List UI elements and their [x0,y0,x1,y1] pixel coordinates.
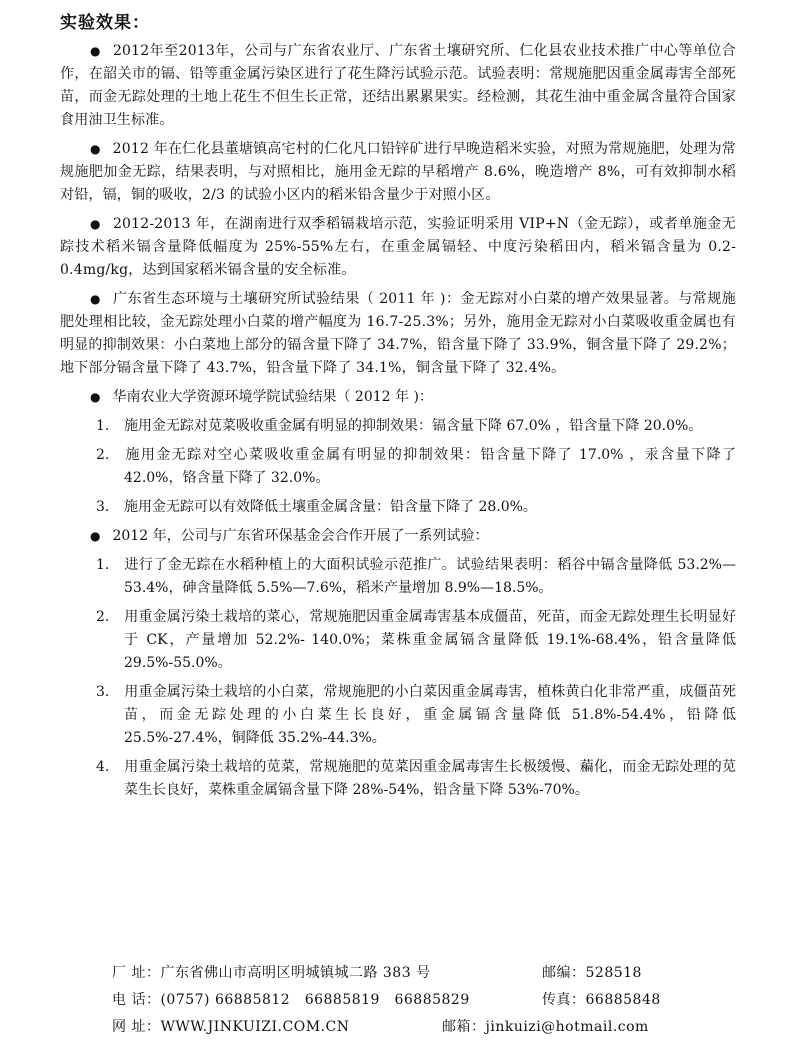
list-item-text: 施用金无踪对空心菜吸收重金属有明显的抑制效果：铅含量下降了 17.0% ，汞含量下降了 42.0%，铬含量下降了 32.0%。 [124,447,736,486]
list-number: 2. [96,447,110,463]
paragraph-text: 2012年至2013年，公司与广东省农业厅、广东省土壤研究所、仁化县农业技术推广中心等单位合作，在韶关市的镉、铅等重金属污染区进行了花生降污试验示范。试验表明：常规施肥因重金属毒害全部死苗，而金无踪处理的土地上花生不但生长正常，还结出累累果实。经检测，其花生油中重金属含量符合国家食用油卫生标准。 [60,43,736,128]
footer-row-phone [112,989,672,1009]
paragraph-4 [60,288,736,380]
footer-phone: 电 话：(0757) 66885812 66885819 66885829 [112,992,470,1008]
paragraph-text: 2012 年在仁化县董塘镇高宅村的仁化凡口铅锌矿进行早晚造稻米实验，对照为常规施肥，处理为常规施肥加金无踪，结果表明，与对照相比，施用金无踪的早稻增产 8.6%，晚造增产 8%，可有效抑制水稻对铅，镉，铜的吸收，2/3 的试验小区内的稻米铅含量少于对照小区。 [60,141,736,203]
footer-postcode: 邮编：528518 [542,965,642,981]
list-item-text: 用重金属污染土栽培的苋菜，常规施肥的苋菜因重金属毒害生长极缓慢、藊化，而金无踪处理的苋菜生长良好，菜株重金属镉含量下降 28%-54%，铅含量下降 53%-70%。 [124,759,736,798]
paragraph-text: 广东省生态环境与土壤研究所试验结果（ 2011 年 )：金无踪对小白菜的增产效果显著。与常规施肥处理相比较，金无踪处理小白菜的增产幅度为 16.7-25.3%；另外，施用金无踪对小白菜吸收重金属也有明显的抑制效果：小白菜地上部分的镉含量下降了 34.7%，铅含量下降了 33.9%，铜含量下降了 29.2%；地下部分镉含量下降了 43.7%，铅含量下降了 34.1%，铜含量下降了 32.4%。 [60,291,736,376]
numbered-list-1 [60,415,736,519]
list-number: 2. [96,609,110,625]
footer-email[interactable]: 邮箱：jinkuizi@hotmail.com [442,1019,649,1035]
footer-row-web [112,1016,672,1036]
list-number: 1. [96,418,110,434]
list-number: 1. [96,557,110,573]
list-item-text: 进行了金无踪在水稻种植上的大面积试验示范推广。试验结果表明：稻谷中镉含量降低 53.2%—53.4%，砷含量降低 5.5%—7.6%，稻米产量增加 8.9%—18.5%。 [124,557,736,596]
paragraph-text: 2012 年，公司与广东省环保基金会合作开展了一系列试验： [112,528,489,544]
bullet-icon: ● [90,529,101,543]
bullet-icon: ● [90,217,101,231]
list-item-text: 施用金无踪对苋菜吸收重金属有明显的抑制效果：镉含量下降 67.0% ，铅含量下降 20.0%。 [124,418,703,434]
paragraph-2 [60,138,736,207]
list-item [60,606,736,675]
section-title: 实验效果： [60,13,150,33]
paragraph-1 [60,40,736,132]
content-body [60,40,736,808]
paragraph-6 [60,525,736,548]
paragraph-3 [60,213,736,282]
footer-fax: 传真：66885848 [542,992,661,1008]
list-item [60,681,736,750]
list-item-text: 用重金属污染土栽培的菜心，常规施肥因重金属毒害基本成僵苗，死苗，而金无踪处理生长明显好于 CK，产量增加 52.2%- 140.0%；菜株重金属镉含量降低 19.1%-68.4%，铅含量降低 29.5%-55.0%。 [124,609,736,671]
list-item [60,554,736,600]
list-item-text: 施用金无踪可以有效降低土壤重金属含量：铅含量下降了 28.0%。 [124,499,537,515]
bullet-icon: ● [90,142,101,156]
list-number: 4. [96,759,110,775]
paragraph-5 [60,386,736,409]
list-item [60,444,736,490]
paragraph-text: 2012-2013 年，在湖南进行双季稻镉栽培示范，实验证明采用 VIP+N（金无踪），或者单施金无踪技术稻米镉含量降低幅度为 25%-55%左右，在重金属镉轻、中度污染稻田内，稻米镉含量为 0.2-0.4mg/kg，达到国家稻米镉含量的安全标准。 [60,216,736,278]
list-item-text: 用重金属污染土栽培的小白菜，常规施肥的小白菜因重金属毒害，植株黄白化非常严重，成僵苗死苗，而金无踪处理的小白菜生长良好，重金属镉含量降低 51.8%-54.4%，铅降低 25.5%-27.4%，铜降低 35.2%-44.3%。 [124,684,736,746]
footer-address: 厂 址：广东省佛山市高明区明城镇城二路 383 号 [112,965,431,981]
numbered-list-2 [60,554,736,802]
footer-website[interactable]: 网 址：WWW.JINKUIZI.COM.CN [112,1019,350,1035]
list-item [60,756,736,802]
bullet-icon: ● [90,44,101,58]
list-number: 3. [96,499,110,515]
bullet-icon: ● [90,390,101,404]
footer-row-address [112,962,672,982]
list-item [60,415,736,438]
list-item [60,496,736,519]
bullet-icon: ● [90,292,101,306]
paragraph-text: 华南农业大学资源环境学院试验结果（ 2012 年 )： [112,389,433,405]
list-number: 3. [96,684,110,700]
